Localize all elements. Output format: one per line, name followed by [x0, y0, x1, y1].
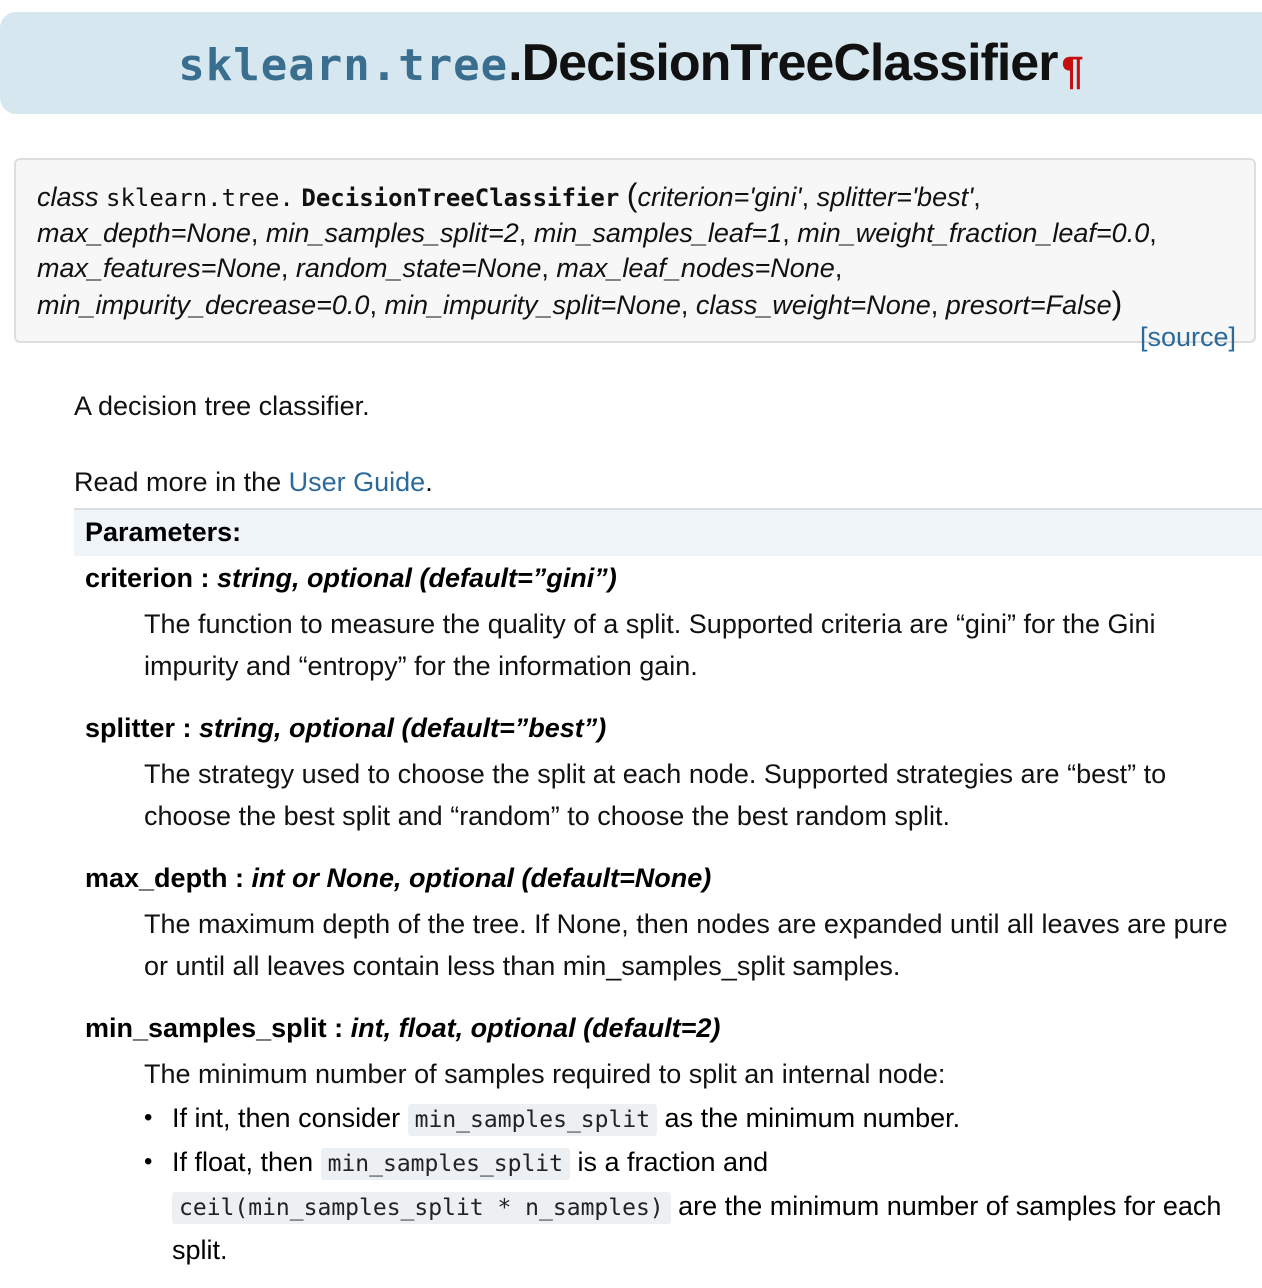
bullet-text: is a fraction and [570, 1147, 769, 1177]
sig-param: max_depth=None [37, 218, 251, 248]
param-criterion-description: The function to measure the quality of a split. Supported criteria are “gini” for the Gini impurity and “entropy” for the information gain. [144, 609, 1156, 681]
class-signature: class sklearn.tree. DecisionTreeClassifier (criterion='gini', splitter='best', max_depth=None, min_samples_split=2, min_samples_leaf=1, min_weight_fraction_leaf=0.0, max_features=None, random_state=None, max_leaf_nodes=None, min_impurity_decrease=0.0, min_impurity_split=None, class_weight=None, presort=False) [37, 177, 1157, 321]
inline-code: min_samples_split [321, 1148, 570, 1180]
param-name: splitter [85, 713, 176, 743]
open-paren: ( [626, 177, 638, 213]
bullet-text: If float, then [172, 1147, 321, 1177]
param-splitter-description: The strategy used to choose the split at each node. Supported strategies are “best” to choose the best split and “random” to choose the best random split. [144, 759, 1167, 831]
param-name: max_depth [85, 863, 228, 893]
read-more-suffix: . [425, 467, 433, 497]
summary-text: A decision tree classifier. [74, 391, 370, 421]
param-max-depth-description: The maximum depth of the tree. If None, then nodes are expanded until all leaves are pure or until all leaves contain less than min_samples_split samples. [144, 909, 1228, 981]
parameters-label: Parameters: [85, 517, 242, 547]
bullet-text: are the minimum number of samples for each split. [172, 1191, 1222, 1265]
signature-module: sklearn.tree. [106, 184, 294, 212]
param-splitter-heading [85, 711, 606, 745]
sig-param: random_state=None [295, 253, 542, 283]
sig-param: criterion='gini' [637, 182, 802, 212]
page-title [0, 12, 1262, 114]
signature-class-name: DecisionTreeClassifier [301, 184, 620, 212]
param-max-depth-heading [85, 861, 711, 895]
close-paren: ) [1111, 285, 1123, 321]
title-class-name: .DecisionTreeClassifier [508, 34, 1058, 92]
param-separator: : [326, 1013, 351, 1043]
param-min-samples-split-heading [85, 1011, 720, 1045]
sig-param: min_impurity_decrease=0.0 [37, 290, 370, 320]
bullet-text: as the minimum number. [657, 1103, 961, 1133]
sig-param: max_leaf_nodes=None [556, 253, 835, 283]
sig-param: min_samples_leaf=1 [533, 218, 783, 248]
parameters-header [74, 508, 1262, 556]
param-type: string, optional (default=”best”) [199, 713, 607, 743]
sig-param: min_samples_split=2 [265, 218, 519, 248]
sig-param: presort=False [945, 290, 1112, 320]
param-type: int, float, optional (default=2) [350, 1013, 721, 1043]
param-separator: : [193, 563, 218, 593]
param-separator: : [175, 713, 200, 743]
bullet-text: If int, then consider [172, 1103, 408, 1133]
title-module: sklearn.tree [178, 40, 509, 91]
param-name: criterion [85, 563, 194, 593]
sig-param: max_features=None [37, 253, 281, 283]
param-type: int or None, optional (default=None) [251, 863, 712, 893]
class-keyword: class [37, 182, 99, 212]
inline-code: min_samples_split [408, 1104, 657, 1136]
sig-param: class_weight=None [695, 290, 931, 320]
param-min-samples-split-description: The minimum number of samples required to split an internal node: [144, 1059, 946, 1089]
read-more-prefix: Read more in the [74, 467, 289, 497]
sig-param: min_weight_fraction_leaf=0.0 [797, 218, 1150, 248]
param-name: min_samples_split [85, 1013, 327, 1043]
param-type: string, optional (default=”gini”) [217, 563, 617, 593]
permalink-icon[interactable]: ¶ [1061, 49, 1084, 93]
min-samples-split-bullets [144, 1097, 1244, 1271]
user-guide-link[interactable]: User Guide [288, 467, 426, 497]
sig-param: splitter='best' [816, 182, 974, 212]
source-link[interactable]: [source] [1139, 322, 1236, 352]
list-item [144, 1141, 1244, 1271]
sig-param: min_impurity_split=None [384, 290, 681, 320]
inline-code: ceil(min_samples_split * n_samples) [172, 1192, 671, 1224]
list-item [144, 1097, 1244, 1141]
param-criterion-heading [85, 561, 617, 595]
read-more [74, 465, 433, 499]
param-separator: : [227, 863, 252, 893]
